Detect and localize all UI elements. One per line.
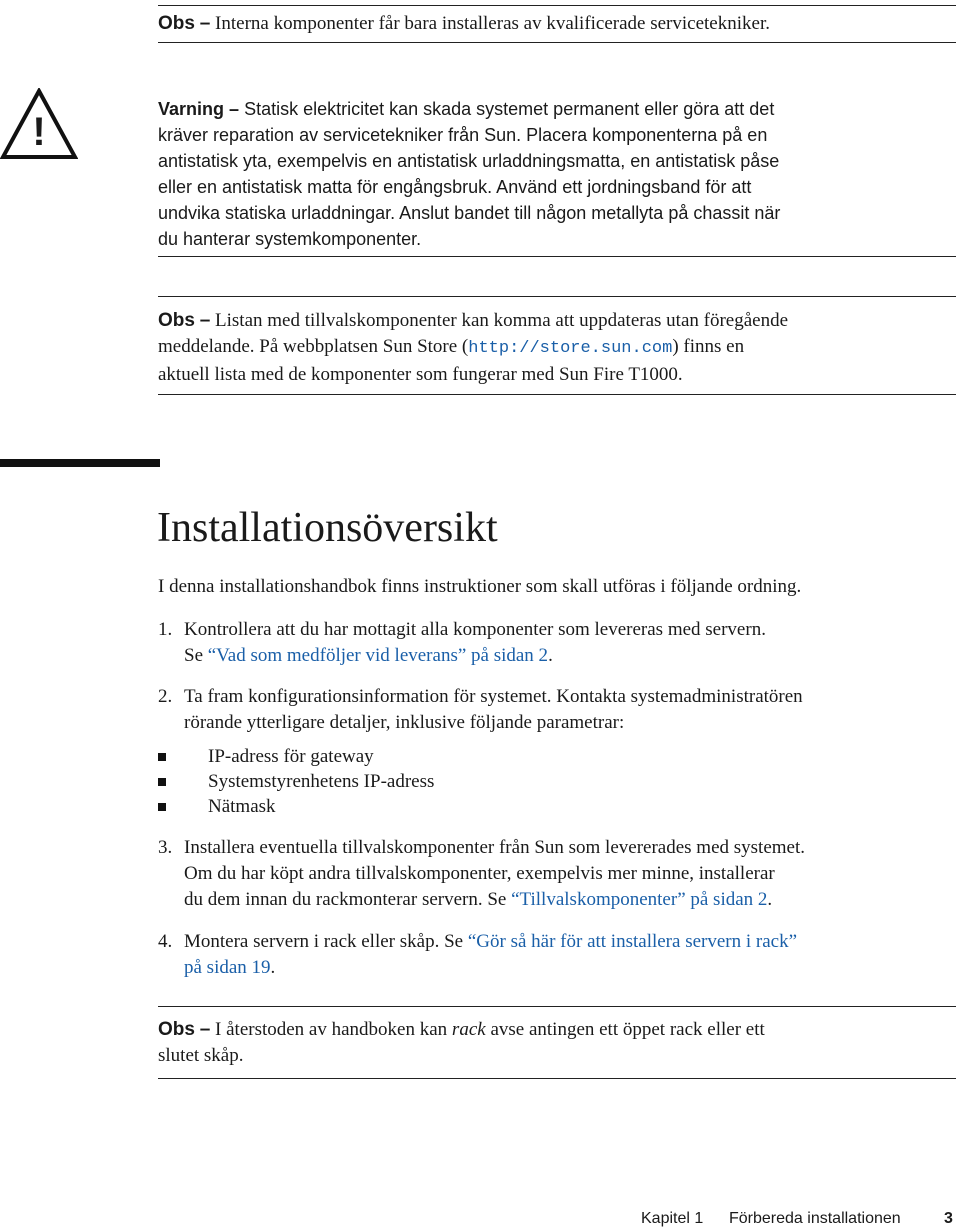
section-intro: I denna installationshandbok finns instruktioner som skall utföras i följande ordning. [158, 576, 802, 597]
cross-reference-link[interactable]: “Tillvalskomponenter” på sidan 2 [511, 889, 768, 910]
warning-exclamation: ! [32, 110, 46, 154]
note-text: meddelande. På webbplatsen Sun Store ( [158, 336, 469, 357]
parameter-text: Nätmask [208, 796, 276, 817]
cross-reference-link[interactable]: “Vad som medföljer vid leverans” på sidan 2 [207, 645, 549, 666]
note-text: ) finns en [672, 336, 745, 357]
note-obs-1 [158, 11, 958, 37]
page-number: 3 [944, 1210, 953, 1227]
step-4 [158, 929, 958, 981]
note-text: Interna komponenter får bara installeras av kvalificerade servicetekniker. [215, 13, 770, 34]
note-label: Obs [158, 310, 195, 331]
note-label: Obs [158, 13, 195, 34]
note-top-rule [158, 1006, 956, 1007]
note-emphasis: rack [451, 1019, 486, 1040]
warning-line: du hanterar systemkomponenter. [158, 229, 422, 249]
warning-line: undvika statiska urladdningar. Anslut bandet till någon metallyta på chassit när [158, 203, 781, 223]
step-text: du dem innan du rackmonterar servern. Se [184, 889, 512, 910]
warning-icon [0, 88, 78, 160]
parameter-text: Systemstyrenhetens IP-adress [208, 771, 435, 792]
bullet-icon [158, 753, 166, 761]
note-text: Listan med tillvalskomponenter kan komma att uppdateras utan föregående [215, 310, 789, 331]
step-text: Installera eventuella tillvalskomponenter från Sun som levererades med systemet. [184, 837, 805, 858]
step-1 [158, 617, 958, 669]
note-bottom-rule [158, 1078, 956, 1079]
step-text: Se [184, 645, 208, 666]
step-3 [158, 835, 958, 913]
note-text: slutet skåp. [158, 1045, 244, 1066]
cross-reference-link[interactable]: på sidan 19 [184, 957, 271, 978]
step-text: . [270, 957, 276, 978]
note-top-rule [158, 5, 956, 6]
warning-line: eller en antistatisk matta för engångsbruk. Använd ett jordningsband för att [158, 177, 752, 197]
step-text: Kontrollera att du har mottagit alla komponenter som levereras med servern. [184, 619, 766, 640]
note-bottom-rule [158, 42, 956, 43]
step-text: . [767, 889, 773, 910]
note-obs-3 [158, 1017, 958, 1069]
note-obs-2 [158, 308, 958, 388]
cross-reference-link[interactable]: “Gör så här för att installera servern i rack” [467, 931, 798, 952]
section-title: Installationsöversikt [157, 505, 498, 551]
step-text: Montera servern i rack eller skåp. Se [184, 931, 468, 952]
note-top-rule [158, 296, 956, 297]
step-number: 1. [158, 619, 173, 640]
step-2 [158, 684, 958, 736]
warning-text [158, 96, 958, 252]
warning-label: Varning [158, 99, 225, 119]
step-text: Om du har köpt andra tillvalskomponenter, exempelvis mer minne, installerar [184, 863, 775, 884]
footer-chapter: Kapitel 1 [641, 1210, 704, 1227]
warning-line: kräver reparation av servicetekniker från Sun. Placera komponenterna på en [158, 125, 768, 145]
note-dash: – [199, 1019, 211, 1040]
bullet-icon [158, 778, 166, 786]
step-number: 2. [158, 686, 173, 707]
sun-store-link[interactable]: http://store.sun.com [468, 339, 673, 358]
note-text: I återstoden av handboken kan [215, 1019, 452, 1040]
step-number: 3. [158, 837, 173, 858]
step-text: rörande ytterligare detaljer, inklusive följande parametrar: [184, 712, 625, 733]
step-text: . [548, 645, 553, 666]
note-text: aktuell lista med de komponenter som fungerar med Sun Fire T1000. [158, 364, 683, 385]
warning-dash: – [229, 99, 240, 119]
bullet-icon [158, 803, 166, 811]
footer-title: Förbereda installationen [729, 1210, 901, 1227]
warning-line-text: Statisk elektricitet kan skada systemet permanent eller göra att det [244, 99, 775, 119]
step-number: 4. [158, 931, 173, 952]
step-text: Ta fram konfigurationsinformation för systemet. Kontakta systemadministratören [184, 686, 803, 707]
warning-bottom-rule [158, 256, 956, 257]
warning-line: antistatisk yta, exempelvis en antistatisk urladdningsmatta, en antistatisk påse [158, 151, 780, 171]
note-label: Obs [158, 1019, 195, 1040]
section-bar [0, 459, 160, 467]
note-dash: – [199, 310, 211, 331]
parameter-text: IP-adress för gateway [208, 746, 374, 767]
note-text: avse antingen ett öppet rack eller ett [485, 1019, 765, 1040]
note-dash: – [199, 13, 211, 34]
warning-line [158, 96, 958, 122]
note-bottom-rule [158, 394, 956, 395]
